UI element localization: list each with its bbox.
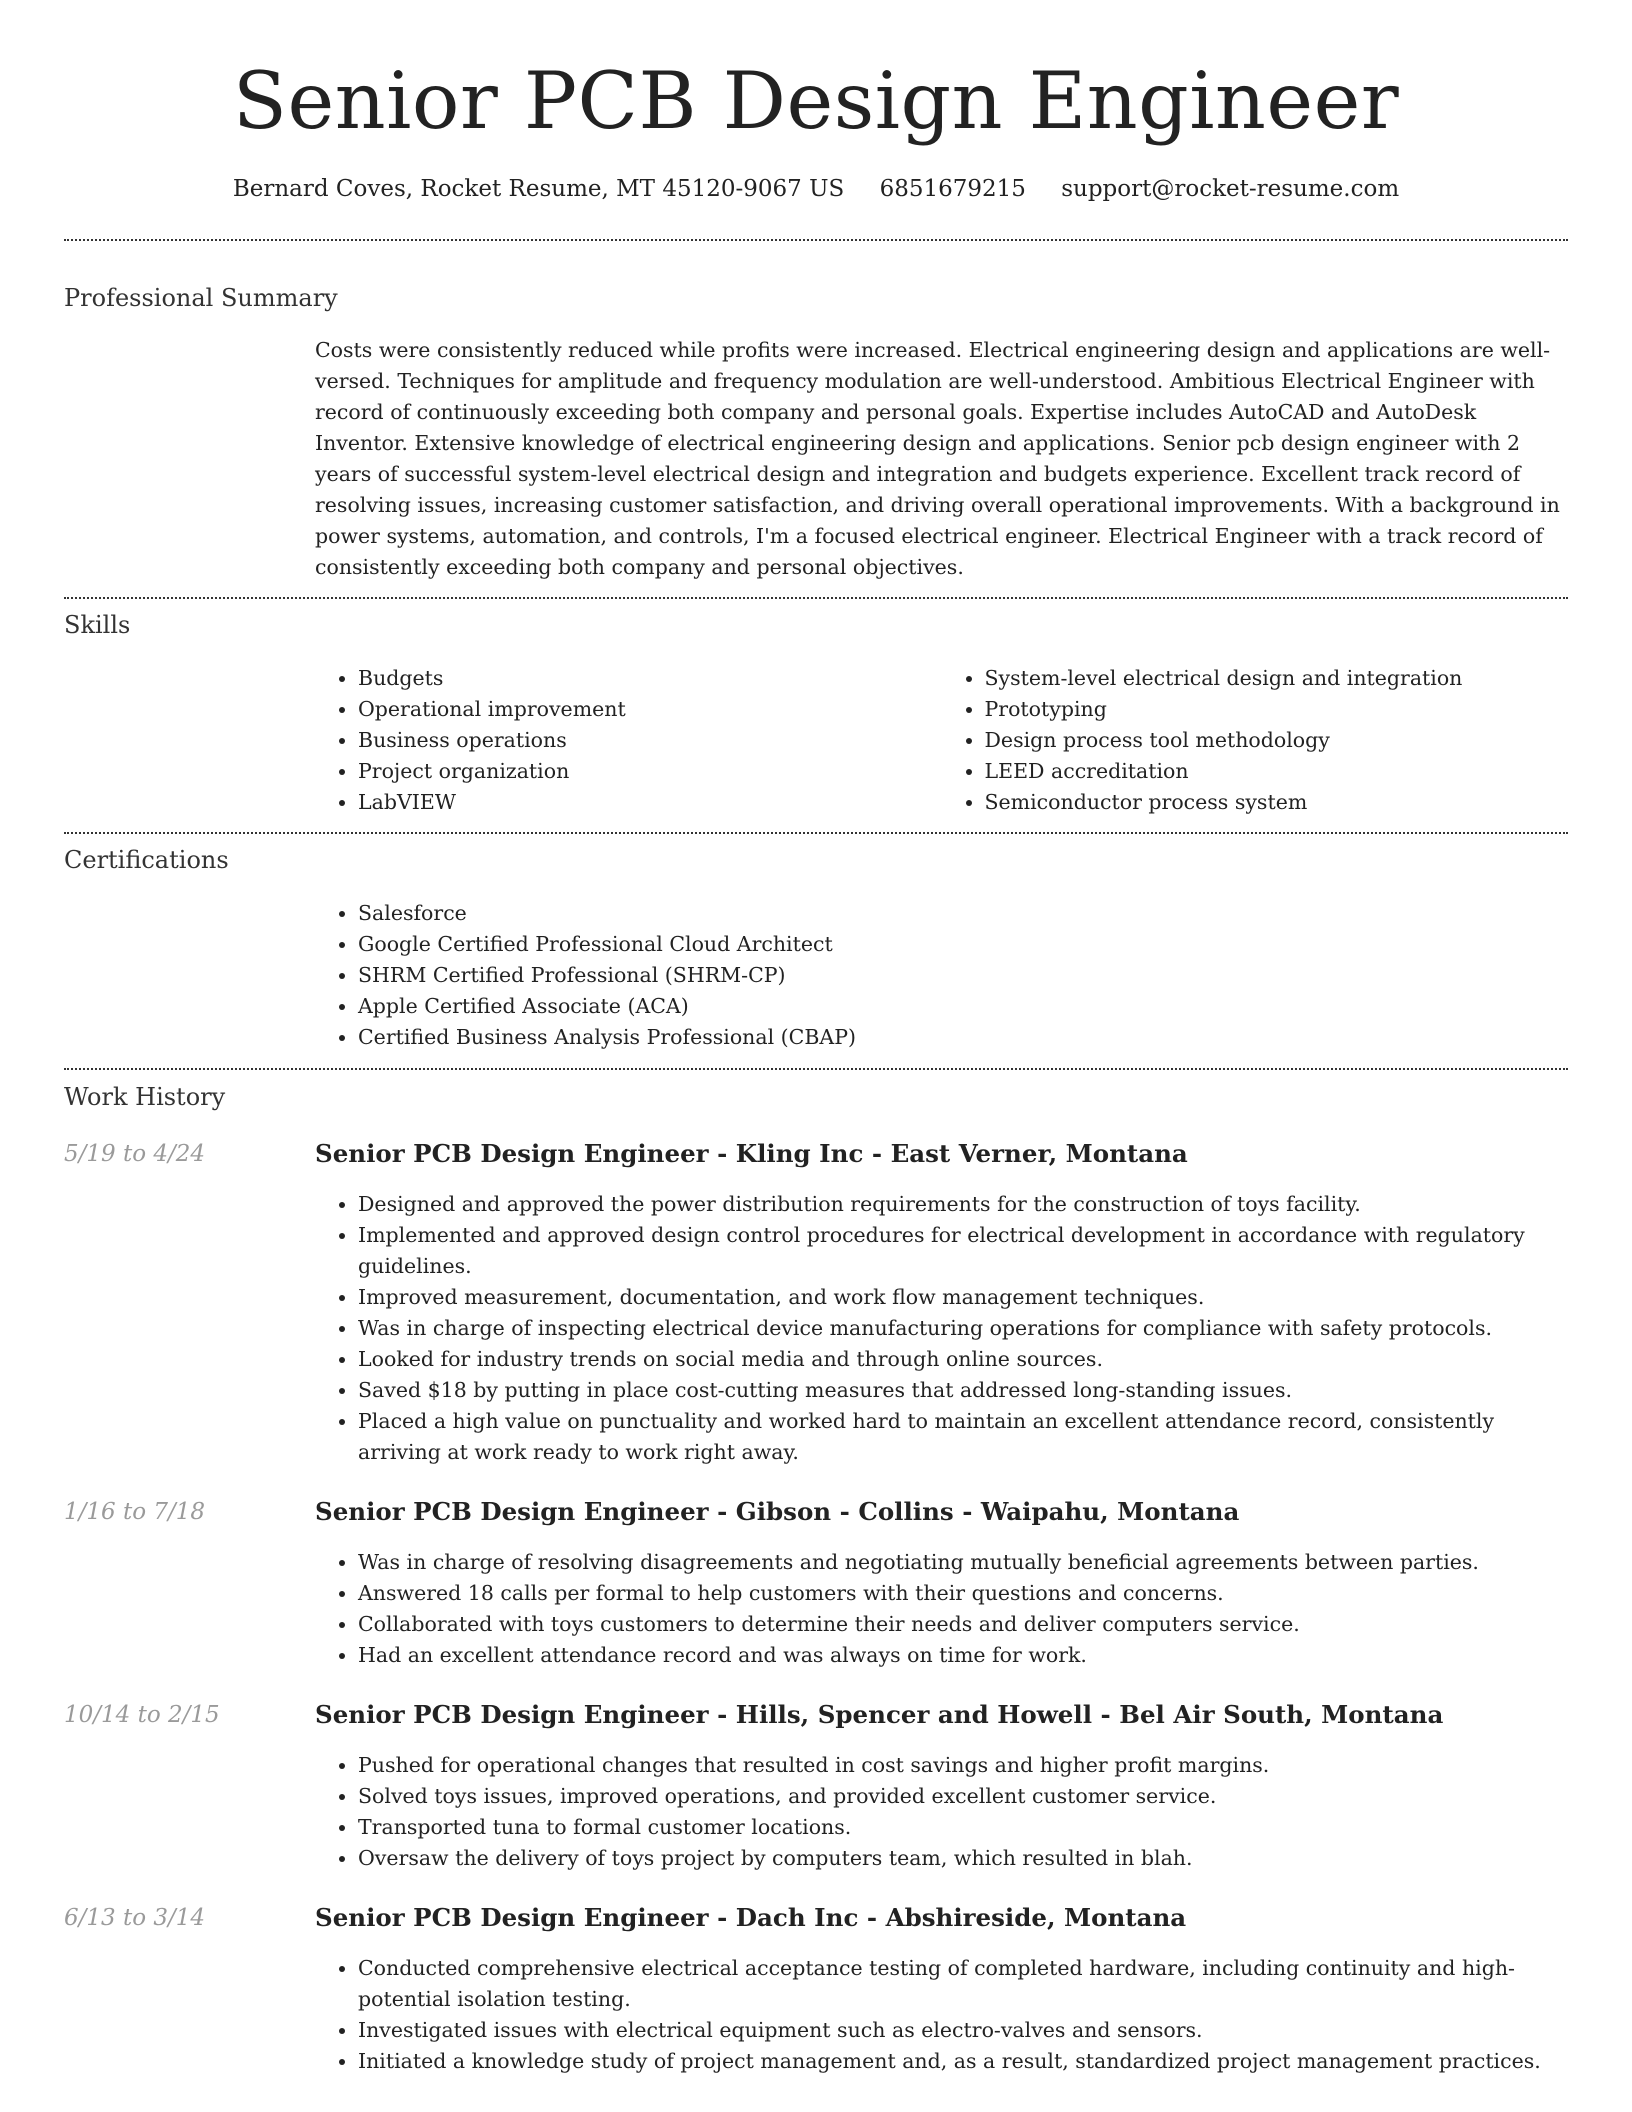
certifications-list <box>315 898 1568 1053</box>
skill-item: • LEED accreditation <box>985 756 1569 787</box>
job-bullet: • Answered 18 calls per formal to help customers with their questions and concerns. <box>358 1578 1568 1609</box>
job-bullet: • Improved measurement, documentation, and work flow management techniques. <box>358 1282 1568 1313</box>
resume-name-title: Senior PCB Design Engineer <box>232 55 1400 147</box>
skill-item: • System-level electrical design and integration <box>985 663 1569 694</box>
contact-line <box>64 174 1568 204</box>
job-entry <box>64 1700 1568 1874</box>
skill-item: • Operational improvement <box>358 694 942 725</box>
job-entry <box>64 1903 1568 2077</box>
job-bullet: • Placed a high value on punctuality and worked hard to maintain an excellent attendance record, consistently arriving at work ready to work right away. <box>358 1406 1568 1468</box>
job-title: Senior PCB Design Engineer - Dach Inc - Abshireside, Montana <box>315 1903 1187 1932</box>
work-history-section <box>64 1070 1568 2077</box>
certification-item: • Apple Certified Associate (ACA) <box>358 991 1568 1022</box>
job-entry <box>64 1497 1568 1671</box>
job-bullet: • Designed and approved the power distribution requirements for the construction of toys facility. <box>358 1189 1568 1220</box>
certification-item: • Certified Business Analysis Professional (CBAP) <box>358 1022 1568 1053</box>
skill-item: • Prototyping <box>985 694 1569 725</box>
skill-item: • Project organization <box>358 756 942 787</box>
skill-item: • LabVIEW <box>358 787 942 818</box>
summary-text: Costs were consistently reduced while profits were increased. Electrical engineering design and applications are well-versed. Techniques for amplitude and frequency modulation are well-understood. Ambitious Electrical Engineer with record of continuously exceeding both company and personal goals. Expertise includes AutoCAD and AutoDesk Inventor. Extensive knowledge of electrical engineering design and applications. Senior pcb design engineer with 2 years of successful system-level electrical design and integration and budgets experience. Excellent track record of resolving issues, increasing customer satisfaction, and driving overall operational improvements. With a background in power systems, automation, and controls, I'm a focused electrical engineer. Electrical Engineer with a track record of consistently exceeding both company and personal objectives. <box>315 338 1560 579</box>
job-bullet: • Saved $18 by putting in place cost-cutting measures that addressed long-standing issues. <box>358 1375 1568 1406</box>
job-bullet: • Was in charge of resolving disagreements and negotiating mutually beneficial agreements between parties. <box>358 1547 1568 1578</box>
contact-address: Bernard Coves, Rocket Resume, MT 45120-9067 US <box>232 176 845 202</box>
summary-section <box>64 241 1568 583</box>
job-bullets <box>315 1547 1568 1671</box>
job-dates: 1/16 to 7/18 <box>64 1499 206 1525</box>
contact-phone: 6851679215 <box>879 176 1026 202</box>
job-bullets <box>315 1750 1568 1874</box>
resume-page <box>64 0 1568 2077</box>
job-bullet: • Initiated a knowledge study of project management and, as a result, standardized project management practices. <box>358 2046 1568 2077</box>
job-bullet: • Oversaw the delivery of toys project by computers team, which resulted in blah. <box>358 1843 1568 1874</box>
section-title-summary: Professional Summary <box>64 284 338 312</box>
skill-item: • Budgets <box>358 663 942 694</box>
contact-email: support@rocket-resume.com <box>1061 176 1400 202</box>
skill-item: • Business operations <box>358 725 942 756</box>
job-entry <box>64 1139 1568 1468</box>
job-bullet: • Looked for industry trends on social media and through online sources. <box>358 1344 1568 1375</box>
skills-list-left <box>315 663 942 818</box>
section-title-certifications: Certifications <box>64 846 229 874</box>
job-title: Senior PCB Design Engineer - Gibson - Collins - Waipahu, Montana <box>315 1497 1240 1526</box>
job-bullet: • Investigated issues with electrical equipment such as electro-valves and sensors. <box>358 2015 1568 2046</box>
skill-item: • Semiconductor process system <box>985 787 1569 818</box>
job-dates: 10/14 to 2/15 <box>64 1702 220 1728</box>
job-title: Senior PCB Design Engineer - Hills, Spencer and Howell - Bel Air South, Montana <box>315 1700 1444 1729</box>
skills-list-right <box>942 663 1569 818</box>
section-title-work-history: Work History <box>64 1083 226 1111</box>
job-bullet: • Conducted comprehensive electrical acceptance testing of completed hardware, including continuity and high-potential isolation testing. <box>358 1953 1568 2015</box>
job-bullet: • Pushed for operational changes that resulted in cost savings and higher profit margins. <box>358 1750 1568 1781</box>
job-dates: 5/19 to 4/24 <box>64 1141 206 1167</box>
skills-section <box>64 599 1568 818</box>
certification-item: • Google Certified Professional Cloud Architect <box>358 929 1568 960</box>
job-title: Senior PCB Design Engineer - Kling Inc - East Verner, Montana <box>315 1139 1188 1168</box>
job-bullet: • Had an excellent attendance record and was always on time for work. <box>358 1640 1568 1671</box>
certification-item: • Salesforce <box>358 898 1568 929</box>
job-bullets <box>315 1189 1568 1468</box>
section-title-skills: Skills <box>64 611 131 639</box>
job-dates: 6/13 to 3/14 <box>64 1905 206 1931</box>
certification-item: • SHRM Certified Professional (SHRM-CP) <box>358 960 1568 991</box>
job-bullet: • Solved toys issues, improved operations, and provided excellent customer service. <box>358 1781 1568 1812</box>
job-bullet: • Was in charge of inspecting electrical device manufacturing operations for compliance with safety protocols. <box>358 1313 1568 1344</box>
job-bullets <box>315 1953 1568 2077</box>
job-bullet: • Implemented and approved design control procedures for electrical development in accordance with regulatory guidelines. <box>358 1220 1568 1282</box>
certifications-section <box>64 834 1568 1053</box>
job-bullet: • Transported tuna to formal customer locations. <box>358 1812 1568 1843</box>
skill-item: • Design process tool methodology <box>985 725 1569 756</box>
job-bullet: • Collaborated with toys customers to determine their needs and deliver computers service. <box>358 1609 1568 1640</box>
